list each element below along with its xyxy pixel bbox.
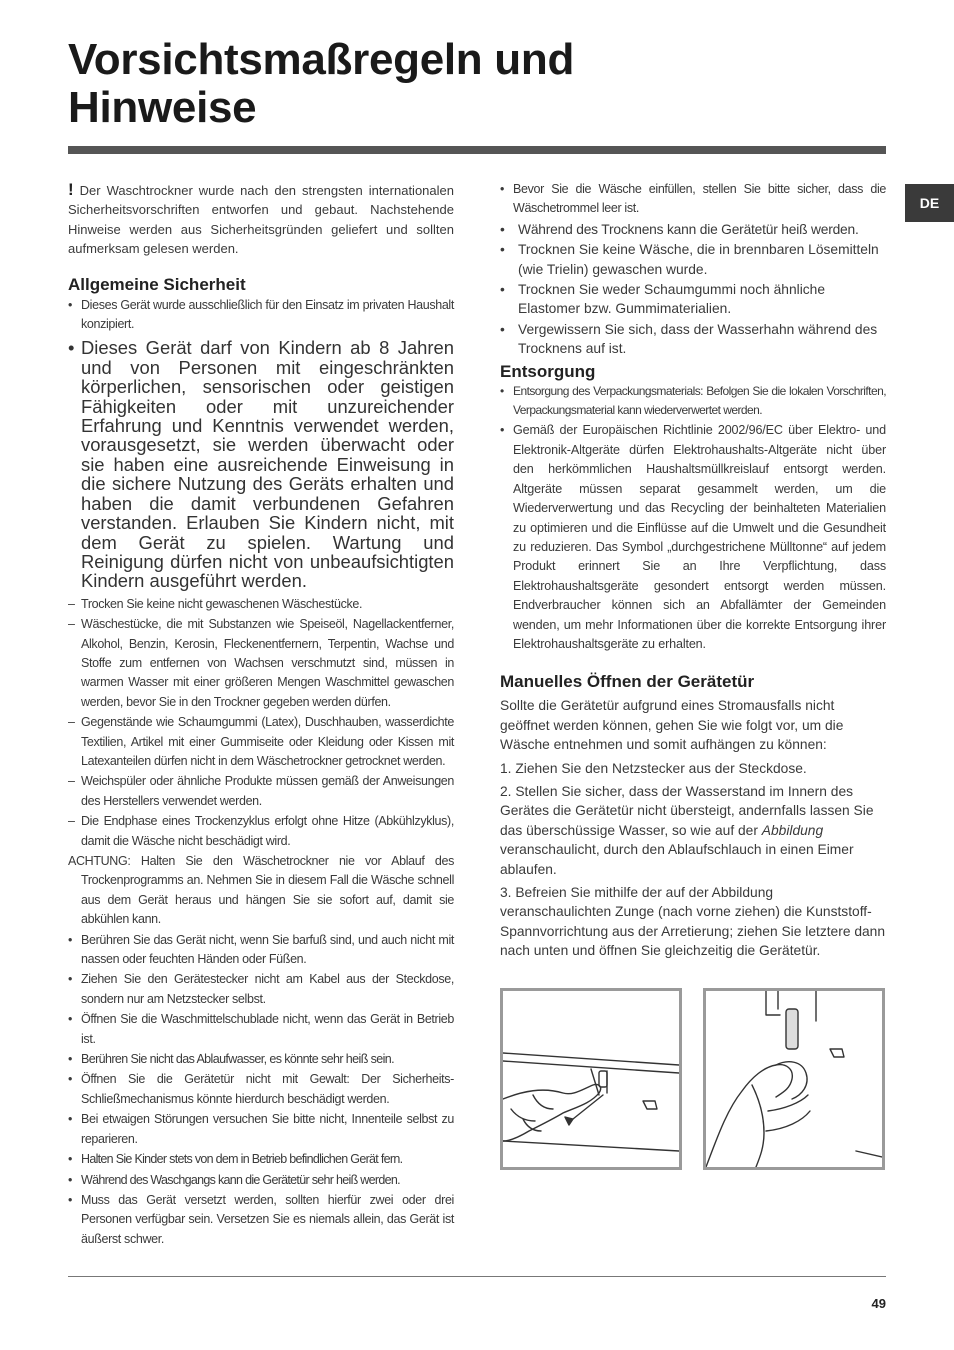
- list-item: • Während des Trocknens kann die Gerätetür heiß werden.: [500, 220, 886, 239]
- list-item: • Öffnen Sie die Waschmittelschublade nicht, wenn das Gerät in Betrieb ist.: [68, 1012, 454, 1046]
- bullet-icon: •: [68, 1012, 73, 1027]
- intro-text: Der Waschtrockner wurde nach den strengsten internationalen Sicherheitsvorschriften entworfen und gebaut. Nachstehende Hinweise werden aus Sicherheitsgründen geliefert und sollten aufmerksam gelesen werden.: [68, 183, 454, 257]
- bullet-icon: •: [500, 423, 505, 438]
- list-item: • Muss das Gerät versetzt werden, sollten hierfür zwei oder drei Personen verfügbar sein. Versetzen Sie es niemals allein, das Gerät ist äußerst schwer.: [68, 1192, 454, 1246]
- list-item: • Während des Waschgangs kann die Gerätetür sehr heiß werden.: [68, 1171, 454, 1190]
- title-line-1: Vorsichtsmaßregeln und: [68, 35, 575, 84]
- manual-open-steps: [500, 696, 886, 960]
- step-3: 3. Befreien Sie mithilfe der auf der Abbildung veranschaulichten Zunge (nach vorne ziehen) die Kunststoff-Spannvorrichtung aus der Arretierung; ziehen Sie letztere dann nach unten und öffnen Sie gleichzeitig die Gerätetür.: [500, 885, 886, 959]
- dash-icon: –: [68, 814, 75, 829]
- dash-icon: –: [68, 617, 75, 632]
- allgemeine-list-1: [68, 296, 454, 335]
- list-item: • Entsorgung des Verpackungsmaterials: Befolgen Sie die lokalen Vorschriften, Verpackungsmaterial kann wiederverwertet werden.: [500, 383, 886, 418]
- page-number: 49: [871, 1296, 886, 1311]
- bullet-icon: •: [68, 1112, 73, 1127]
- list-item: – Gegenstände wie Schaumgummi (Latex), Duschhauben, wasserdichte Textilien, Artikel mit einer Gummiseite oder Kleidung oder Kissen mit Latexanteilen dürfen nicht in dem Wäschetrockner getrocknet werden.: [68, 715, 454, 768]
- list-item: • Halten Sie Kinder stets von dem in Betrieb befindlichen Gerät fern.: [68, 1150, 454, 1169]
- manual-intro: Sollte die Gerätetür aufgrund eines Stromausfalls nicht geöffnet werden können, gehen Sie wie folgt vor, um die Wäsche entnehmen und somit aufhängen zu können:: [500, 698, 844, 753]
- list-item: • Dieses Gerät wurde ausschließlich für den Einsatz im privaten Haushalt konzipiert.: [68, 297, 454, 332]
- bullet-icon: •: [68, 972, 73, 987]
- hand-pull-tab-illustration: [503, 991, 679, 1167]
- step-1: 1. Ziehen Sie den Netzstecker aus der Steckdose.: [500, 760, 807, 776]
- drying-list: [500, 180, 886, 359]
- list-item: – Weichspüler oder ähnliche Produkte müssen gemäß der Anweisungen des Herstellers verwendet werden.: [68, 774, 454, 808]
- bullet-icon: •: [68, 337, 75, 359]
- illustration-release-tab: [703, 988, 885, 1170]
- list-item: • Trocknen Sie keine Wäsche, die in brennbaren Lösemitteln (wie Trielin) gewaschen wurde.: [500, 242, 879, 277]
- dash-list: [68, 595, 454, 851]
- bullet-icon: •: [500, 242, 505, 258]
- illustration-open-flap: [500, 988, 682, 1170]
- children-warning-text: Dieses Gerät darf von Kindern ab 8 Jahren und von Personen mit eingeschränkten körperlichen, sensorischen oder geistigen Fähigkeiten oder mit unzureichender Erfahrung und Kenntnis verwendet werden, vorausgesetzt, sie werden überwacht oder sie haben eine ausreichende Einweisung in die sichere Nutzung des Geräts erhalten und haben die damit verbundenen Gefahren verstanden. Erlauben Sie Kindern nicht, mit dem Gerät zu spielen. Wartung und Reinigung dürfen nicht von unbeaufsichtigten Kindern ausgeführt werden.: [81, 337, 454, 592]
- page-title: [68, 36, 868, 132]
- bullet-icon: •: [500, 182, 505, 196]
- bullet-list: [68, 931, 454, 1250]
- left-column: [68, 180, 454, 1249]
- achtung-paragraph: ACHTUNG: Halten Sie den Wäschetrockner nie vor Ablauf des Trockenprogramms an. Nehmen Sie in diesem Fall die Wäsche schnell aus dem Gerät heraus und hängen Sie sie sofort auf, damit sie abkühlen kann.: [68, 854, 454, 927]
- warning-icon: !: [68, 180, 74, 199]
- bullet-icon: •: [68, 1192, 73, 1207]
- hand-grip-tab-illustration: [706, 991, 882, 1167]
- bullet-icon: •: [68, 1172, 72, 1187]
- list-item: – Trocken Sie keine nicht gewaschenen Wäschestücke.: [68, 595, 454, 614]
- right-column: [500, 180, 886, 961]
- list-item: – Wäschestücke, die mit Substanzen wie Speiseöl, Nagellackentferner, Alkohol, Benzin, Kerosin, Fleckenentfernern, Terpentin, Wachse und Stoffe zum entfernen von Wachsen verschmutzt sind, müssen in warmen Wasser mit einer größeren Mengen Waschmittel gewaschen werden, bevor Sie in den Trockner gegeben werden dürfen.: [68, 617, 454, 709]
- entsorgung-list: [500, 382, 886, 655]
- heading-manuelles-oeffnen: Manuelles Öffnen der Gerätetür: [500, 672, 755, 692]
- bullet-icon: •: [68, 1052, 72, 1067]
- dash-icon: –: [68, 596, 75, 611]
- list-item: • Öffnen Sie die Gerätetür nicht mit Gewalt: Der Sicherheits-Schließmechanismus könnte hierdurch beschädigt werden.: [68, 1072, 454, 1106]
- footer-divider: [68, 1276, 886, 1277]
- list-item: • Ziehen Sie den Gerätestecker nicht am Kabel aus der Steckdose, sondern nur am Netzstecker selbst.: [68, 972, 454, 1006]
- language-tab: DE: [905, 184, 954, 222]
- list-item: – Die Endphase eines Trockenzyklus erfolgt ohne Hitze (Abkühlzyklus), damit die Wäsche nicht beschädigt wird.: [68, 814, 454, 848]
- children-warning: [68, 338, 454, 590]
- list-item: • Trocknen Sie weder Schaumgummi noch ähnliche Elastomer bzw. Gummimaterialien.: [500, 282, 826, 317]
- bullet-icon: •: [500, 383, 504, 398]
- list-item: • Berühren Sie das Gerät nicht, wenn Sie barfuß sind, und auch nicht mit nassen oder feuchten Händen oder Füßen.: [68, 932, 454, 967]
- bullet-icon: •: [68, 1072, 73, 1087]
- list-item: • Vergewissern Sie sich, dass der Wasserhahn während des Trocknens auf ist.: [500, 321, 878, 357]
- heading-entsorgung: Entsorgung: [500, 361, 596, 381]
- dash-icon: –: [68, 774, 75, 789]
- bullet-icon: •: [68, 297, 73, 312]
- bullet-icon: •: [500, 221, 505, 237]
- dash-icon: –: [68, 715, 75, 730]
- bullet-icon: •: [68, 932, 73, 947]
- intro-paragraph: [68, 180, 454, 259]
- list-item: • Berühren Sie nicht das Ablaufwasser, es könnte sehr heiß sein.: [68, 1050, 454, 1069]
- bullet-icon: •: [68, 1152, 72, 1167]
- bullet-icon: •: [500, 321, 505, 337]
- list-item: • Gemäß der Europäischen Richtlinie 2002/96/EC über Elektro- und Elektronik-Altgeräte dürfen Elektrohaushalts-Altgeräte nicht über den herkömmlichen Haushaltsmüllkreislauf entsorgt werden. Altgeräte müssen separat gesammelt werden, um die Wiederverwertung und das Recycling der beinhalteten Materialien zu optimieren und die Einflüsse auf die Umwelt und die Gesundheit zu reduzieren. Das Symbol „durchgestrichene Mülltonne“ auf jedem Produkt erinnert Sie an Ihre Verpflichtung, dass Elektrohaushaltsgeräte gesondert entsorgt werden müssen. Endverbraucher können sich an Abfallämter der Gemeinden wenden, um mehr Informationen über die korrekte Entsorgung ihrer Elektrohaushaltsgeräte zu erhalten.: [500, 423, 886, 651]
- bullet-icon: •: [500, 282, 505, 298]
- title-line-2: Hinweise: [68, 83, 257, 132]
- list-item: • Bevor Sie die Wäsche einfüllen, stellen Sie bitte sicher, dass die Wäschetrommel leer ist.: [500, 182, 886, 216]
- step-2: 2. Stellen Sie sicher, dass der Wasserstand im Innern des Gerätes die Gerätetür nicht übersteigt, andernfalls lassen Sie das überschüssige Wasser, so wie auf der Abbildung veranschaulicht, durch den Ablaufschlauch in einen Eimer ablaufen.: [500, 783, 874, 877]
- heading-allgemeine-sicherheit: Allgemeine Sicherheit: [68, 274, 246, 294]
- list-item: • Bei etwaigen Störungen versuchen Sie bitte nicht, Innenteile selbst zu reparieren.: [68, 1112, 454, 1146]
- title-divider: [68, 146, 886, 154]
